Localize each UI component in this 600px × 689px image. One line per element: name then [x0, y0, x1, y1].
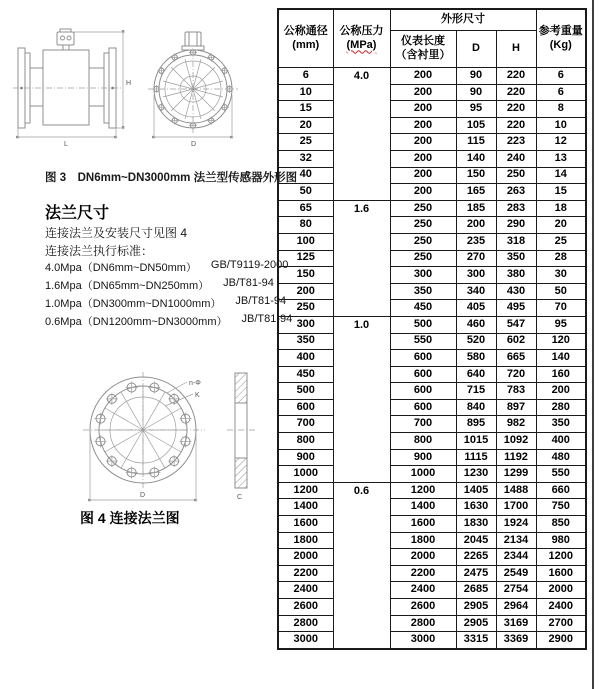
d-cell: 90 [456, 68, 496, 85]
dim-label-h: H [126, 80, 132, 87]
length-cell: 200 [390, 184, 456, 201]
length-cell: 1600 [390, 516, 456, 533]
h-cell: 220 [496, 117, 536, 134]
standard-line [45, 259, 288, 275]
weight-cell: 25 [536, 233, 586, 250]
table-row [278, 250, 586, 267]
table-row [278, 134, 586, 151]
dn-cell: 2800 [278, 615, 333, 632]
weight-cell: 980 [536, 532, 586, 549]
length-cell: 600 [390, 350, 456, 367]
dn-cell: 1200 [278, 482, 333, 499]
length-cell: 500 [390, 316, 456, 333]
length-cell: 250 [390, 250, 456, 267]
table-row [278, 466, 586, 483]
weight-cell: 14 [536, 167, 586, 184]
weight-cell: 20 [536, 217, 586, 234]
d-cell: 2475 [456, 565, 496, 582]
d-cell: 580 [456, 350, 496, 367]
weight-cell: 13 [536, 150, 586, 167]
h-cell: 602 [496, 333, 536, 350]
h-cell: 220 [496, 101, 536, 118]
d-cell: 3315 [456, 632, 496, 649]
d-cell: 460 [456, 316, 496, 333]
pressure-cell: 1.0 [333, 316, 390, 482]
weight-cell: 6 [536, 84, 586, 101]
d-cell: 2045 [456, 532, 496, 549]
weight-cell: 200 [536, 383, 586, 400]
table-row [278, 449, 586, 466]
h-cell: 1924 [496, 516, 536, 533]
length-cell: 3000 [390, 632, 456, 649]
d-cell: 840 [456, 399, 496, 416]
dn-cell: 3000 [278, 632, 333, 649]
standard-spec: 0.6Mpa（DN1200mm~DN3000mm） [45, 316, 228, 328]
table-row [278, 300, 586, 317]
weight-cell: 30 [536, 267, 586, 284]
h-cell: 1092 [496, 433, 536, 450]
length-cell: 250 [390, 217, 456, 234]
dn-cell: 20 [278, 117, 333, 134]
length-cell: 600 [390, 399, 456, 416]
h-cell: 380 [496, 267, 536, 284]
h-cell: 250 [496, 167, 536, 184]
flange-note-line2: 连接法兰执行标准： [45, 244, 154, 258]
dn-cell: 25 [278, 134, 333, 151]
h-cell: 240 [496, 150, 536, 167]
length-cell: 2600 [390, 599, 456, 616]
length-cell: 300 [390, 267, 456, 284]
h-cell: 495 [496, 300, 536, 317]
weight-cell: 95 [536, 316, 586, 333]
col-header-weight: 参考重量 (Kg) [536, 9, 586, 68]
col-header-length: 仪表长度 （含衬里） [390, 31, 456, 68]
table-row [278, 217, 586, 234]
standard-spec: 4.0Mpa（DN6mm~DN50mm） [45, 262, 197, 274]
h-cell: 3369 [496, 632, 536, 649]
length-cell: 200 [390, 167, 456, 184]
dn-cell: 200 [278, 283, 333, 300]
dn-cell: 15 [278, 101, 333, 118]
dn-cell: 700 [278, 416, 333, 433]
h-cell: 318 [496, 233, 536, 250]
weight-cell: 160 [536, 366, 586, 383]
length-cell: 2000 [390, 549, 456, 566]
length-cell: 200 [390, 134, 456, 151]
h-cell: 2549 [496, 565, 536, 582]
length-cell: 250 [390, 233, 456, 250]
d-cell: 105 [456, 117, 496, 134]
table-row [278, 267, 586, 284]
length-cell: 350 [390, 283, 456, 300]
weight-cell: 120 [536, 333, 586, 350]
d-cell: 150 [456, 167, 496, 184]
weight-cell: 280 [536, 399, 586, 416]
flange-face [83, 372, 205, 502]
length-cell: 200 [390, 68, 456, 85]
front-view [148, 32, 238, 148]
length-cell: 600 [390, 366, 456, 383]
dn-cell: 10 [278, 84, 333, 101]
dn-cell: 2400 [278, 582, 333, 599]
table-row [278, 416, 586, 433]
h-cell: 1488 [496, 482, 536, 499]
h-cell: 220 [496, 84, 536, 101]
dn-cell: 125 [278, 250, 333, 267]
dn-cell: 400 [278, 350, 333, 367]
standard-line [45, 295, 286, 311]
dn-cell: 800 [278, 433, 333, 450]
d-cell: 1830 [456, 516, 496, 533]
table-row [278, 399, 586, 416]
dn-cell: 350 [278, 333, 333, 350]
h-cell: 3169 [496, 615, 536, 632]
table-row [278, 599, 586, 616]
h-cell: 783 [496, 383, 536, 400]
dn-cell: 2000 [278, 549, 333, 566]
h-cell: 1299 [496, 466, 536, 483]
d-cell: 715 [456, 383, 496, 400]
weight-cell: 1200 [536, 549, 586, 566]
d-cell: 300 [456, 267, 496, 284]
length-cell: 2400 [390, 582, 456, 599]
dn-cell: 1600 [278, 516, 333, 533]
length-cell: 1800 [390, 532, 456, 549]
table-row [278, 433, 586, 450]
weight-cell: 2000 [536, 582, 586, 599]
d-cell: 2905 [456, 599, 496, 616]
d-cell: 2685 [456, 582, 496, 599]
dn-cell: 80 [278, 217, 333, 234]
weight-cell: 350 [536, 416, 586, 433]
standard-code: GB/T9119-2000 [210, 259, 289, 271]
table-row [278, 117, 586, 134]
side-view [13, 29, 131, 148]
weight-cell: 50 [536, 283, 586, 300]
table-row [278, 549, 586, 566]
pressure-cell: 1.6 [333, 200, 390, 316]
standard-code: JB/T81-94 [241, 313, 293, 325]
d-cell: 895 [456, 416, 496, 433]
table-row [278, 150, 586, 167]
length-cell: 1000 [390, 466, 456, 483]
bolt-circle-label: K [195, 392, 200, 399]
table-row [278, 184, 586, 201]
thickness-label: C [237, 494, 243, 501]
d-cell: 90 [456, 84, 496, 101]
figure4-flange-drawing [55, 338, 260, 506]
table-row [278, 68, 586, 85]
table-row [278, 316, 586, 333]
table-row [278, 366, 586, 383]
dn-cell: 2600 [278, 599, 333, 616]
table-body [278, 68, 586, 649]
col-header-dims: 外形尺寸 [390, 9, 536, 31]
length-cell: 200 [390, 150, 456, 167]
standard-code: JB/T81-94 [235, 295, 287, 307]
weight-cell: 660 [536, 482, 586, 499]
dim-label-d-front: D [191, 141, 197, 148]
weight-cell: 2900 [536, 632, 586, 649]
weight-cell: 850 [536, 516, 586, 533]
d-cell: 1015 [456, 433, 496, 450]
dn-cell: 1000 [278, 466, 333, 483]
length-cell: 550 [390, 333, 456, 350]
length-cell: 700 [390, 416, 456, 433]
d-cell: 200 [456, 217, 496, 234]
d-cell: 270 [456, 250, 496, 267]
h-cell: 2964 [496, 599, 536, 616]
dn-cell: 500 [278, 383, 333, 400]
flange-note-line1: 连接法兰及安装尺寸见图 4 [45, 226, 188, 240]
weight-cell: 400 [536, 433, 586, 450]
weight-cell: 750 [536, 499, 586, 516]
table-row [278, 565, 586, 582]
d-cell: 1630 [456, 499, 496, 516]
length-cell: 450 [390, 300, 456, 317]
dimension-table [277, 8, 587, 650]
h-cell: 982 [496, 416, 536, 433]
h-cell: 223 [496, 134, 536, 151]
figure3-sensor-drawing [8, 5, 270, 157]
h-cell: 897 [496, 399, 536, 416]
table-row [278, 101, 586, 118]
length-cell: 800 [390, 433, 456, 450]
dn-cell: 250 [278, 300, 333, 317]
col-header-d: D [456, 31, 496, 68]
d-cell: 1230 [456, 466, 496, 483]
dn-cell: 50 [278, 184, 333, 201]
h-cell: 2754 [496, 582, 536, 599]
table-row [278, 167, 586, 184]
length-cell: 2800 [390, 615, 456, 632]
h-cell: 1192 [496, 449, 536, 466]
d-cell: 140 [456, 150, 496, 167]
weight-cell: 480 [536, 449, 586, 466]
length-cell: 900 [390, 449, 456, 466]
weight-cell: 2400 [536, 599, 586, 616]
dim-label-l: L [64, 141, 68, 148]
pressure-cell: 0.6 [333, 482, 390, 648]
table-row [278, 233, 586, 250]
pressure-cell: 4.0 [333, 68, 390, 201]
col-header-dn: 公称通径 (mm) [278, 9, 333, 68]
weight-cell: 550 [536, 466, 586, 483]
dn-cell: 6 [278, 68, 333, 85]
flange-size-heading: 法兰尺寸 [45, 205, 110, 222]
col-header-pressure: 公称压力 (MPa) [333, 9, 390, 68]
h-cell: 665 [496, 350, 536, 367]
dn-cell: 32 [278, 150, 333, 167]
table-row [278, 532, 586, 549]
length-cell: 200 [390, 117, 456, 134]
dn-cell: 40 [278, 167, 333, 184]
h-cell: 290 [496, 217, 536, 234]
weight-cell: 12 [536, 134, 586, 151]
h-cell: 2344 [496, 549, 536, 566]
weight-cell: 2700 [536, 615, 586, 632]
table-row [278, 333, 586, 350]
figure4-caption: 图 4 连接法兰图 [80, 510, 180, 526]
table-row [278, 383, 586, 400]
table-row [278, 632, 586, 649]
dn-cell: 150 [278, 267, 333, 284]
table-row [278, 482, 586, 499]
d-cell: 1115 [456, 449, 496, 466]
d-cell: 185 [456, 200, 496, 217]
d-cell: 2905 [456, 615, 496, 632]
weight-cell: 8 [536, 101, 586, 118]
dn-cell: 600 [278, 399, 333, 416]
figure3-caption: 图 3 DN6mm~DN3000mm 法兰型传感器外形图 [45, 172, 298, 184]
dn-cell: 900 [278, 449, 333, 466]
d-cell: 340 [456, 283, 496, 300]
table-row [278, 615, 586, 632]
weight-cell: 15 [536, 184, 586, 201]
d-cell: 640 [456, 366, 496, 383]
standard-spec: 1.0Mpa（DN300mm~DN1000mm） [45, 298, 222, 310]
h-cell: 350 [496, 250, 536, 267]
weight-cell: 6 [536, 68, 586, 85]
h-cell: 430 [496, 283, 536, 300]
length-cell: 600 [390, 383, 456, 400]
h-cell: 1700 [496, 499, 536, 516]
table-row [278, 84, 586, 101]
table-row [278, 516, 586, 533]
d-cell: 520 [456, 333, 496, 350]
d-cell: 1405 [456, 482, 496, 499]
standard-code: JB/T81-94 [223, 277, 274, 289]
length-cell: 200 [390, 84, 456, 101]
d-cell: 165 [456, 184, 496, 201]
dn-cell: 1400 [278, 499, 333, 516]
dn-cell: 100 [278, 233, 333, 250]
weight-cell: 1600 [536, 565, 586, 582]
length-cell: 200 [390, 101, 456, 118]
table-row [278, 499, 586, 516]
bolt-count-label: n-Φ [189, 380, 201, 387]
col-header-h: H [496, 31, 536, 68]
dn-cell: 300 [278, 316, 333, 333]
table-row [278, 350, 586, 367]
d-cell: 235 [456, 233, 496, 250]
d-cell: 2265 [456, 549, 496, 566]
dn-cell: 65 [278, 200, 333, 217]
table-row [278, 200, 586, 217]
h-cell: 2134 [496, 532, 536, 549]
length-cell: 1200 [390, 482, 456, 499]
table-row [278, 283, 586, 300]
d-cell: 115 [456, 134, 496, 151]
h-cell: 220 [496, 68, 536, 85]
dn-cell: 2200 [278, 565, 333, 582]
standard-spec: 1.6Mpa（DN65mm~DN250mm） [45, 280, 210, 292]
h-cell: 547 [496, 316, 536, 333]
h-cell: 720 [496, 366, 536, 383]
table-row [278, 582, 586, 599]
weight-cell: 28 [536, 250, 586, 267]
d-cell: 95 [456, 101, 496, 118]
h-cell: 263 [496, 184, 536, 201]
dim-label-d: D [140, 492, 146, 499]
weight-cell: 140 [536, 350, 586, 367]
length-cell: 250 [390, 200, 456, 217]
h-cell: 283 [496, 200, 536, 217]
standard-line [45, 313, 292, 329]
page-right-border [592, 0, 594, 689]
weight-cell: 18 [536, 200, 586, 217]
dn-cell: 450 [278, 366, 333, 383]
length-cell: 1400 [390, 499, 456, 516]
d-cell: 405 [456, 300, 496, 317]
weight-cell: 70 [536, 300, 586, 317]
dn-cell: 1800 [278, 532, 333, 549]
weight-cell: 10 [536, 117, 586, 134]
length-cell: 2200 [390, 565, 456, 582]
standard-line [45, 277, 274, 293]
flange-section-view [227, 373, 255, 501]
